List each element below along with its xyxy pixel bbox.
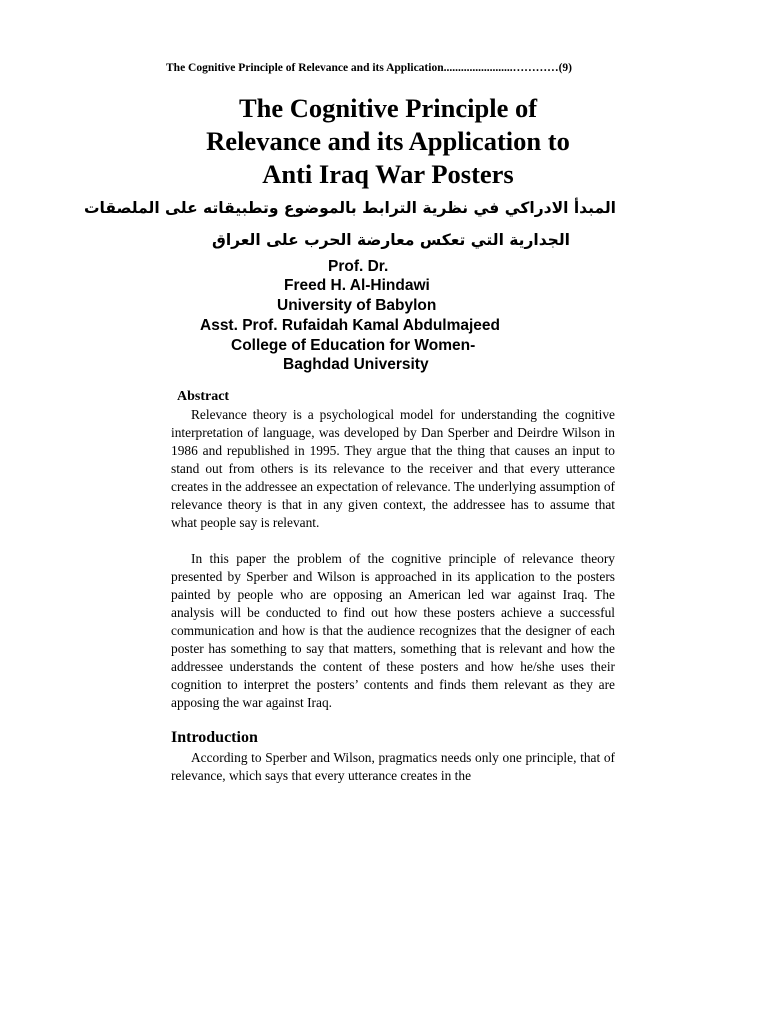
abstract-paragraph-1: Relevance theory is a psychological model for understanding the cognitive interpretation of language, was developed by Dan Sperber and Deirdre Wilson in 1986 and republished in 1995. They argue that the thing that causes an input to stand out from others is its relevance to the receiver and that every utterance creates in the addressee an expectation of relevance. The underlying assumption of relevance theory is that in any given context, the addressee has to assume that what people say is relevant. <box>171 407 615 530</box>
author-1-affiliation: University of Babylon <box>277 297 437 314</box>
running-header: The Cognitive Principle of Relevance and its Application........................…………(9) <box>166 62 573 74</box>
title-line-3: Anti Iraq War Posters <box>262 159 514 189</box>
author-2-college: College of Education for Women- <box>231 337 476 354</box>
abstract-paragraph-2: In this paper the problem of the cognitive principle of relevance theory presented by Sperber and Wilson is approached in its application to the posters painted by people who are opposing an American led war against Iraq. The analysis will be conducted to find out how these posters achieve a successful communication and how is that the audience recognizes that the designer of each poster has something to say that matters, something that is relevant and how the addressee understands the content of these posters and how he/she uses their cognition to interpret the posters’ contents and finds them relevant as they are apposing the war against Iraq. <box>171 551 615 710</box>
introduction-heading: Introduction <box>171 729 258 746</box>
title-line-2: Relevance and its Application to <box>206 126 570 156</box>
arabic-title-line-2: الجدارية التي تعكس معارضة الحرب على العراق <box>211 231 570 249</box>
abstract-heading: Abstract <box>177 389 230 404</box>
author-2-university: Baghdad University <box>283 356 429 373</box>
author-2-name: Asst. Prof. Rufaidah Kamal Abdulmajeed <box>200 317 501 334</box>
introduction-paragraph-1: According to Sperber and Wilson, pragmatics needs only one principle, that of relevance, which says that every utterance creates in the <box>171 750 615 783</box>
author-1-name: Freed H. Al-Hindawi <box>284 277 430 294</box>
paper-title <box>168 92 608 191</box>
title-line-1: The Cognitive Principle of <box>238 93 538 123</box>
arabic-title-line-1: المبدأ الادراكي في نظرية الترابط بالموضوع وتطبيقاته على الملصقات <box>83 199 616 217</box>
author-1-title: Prof. Dr. <box>328 258 389 275</box>
